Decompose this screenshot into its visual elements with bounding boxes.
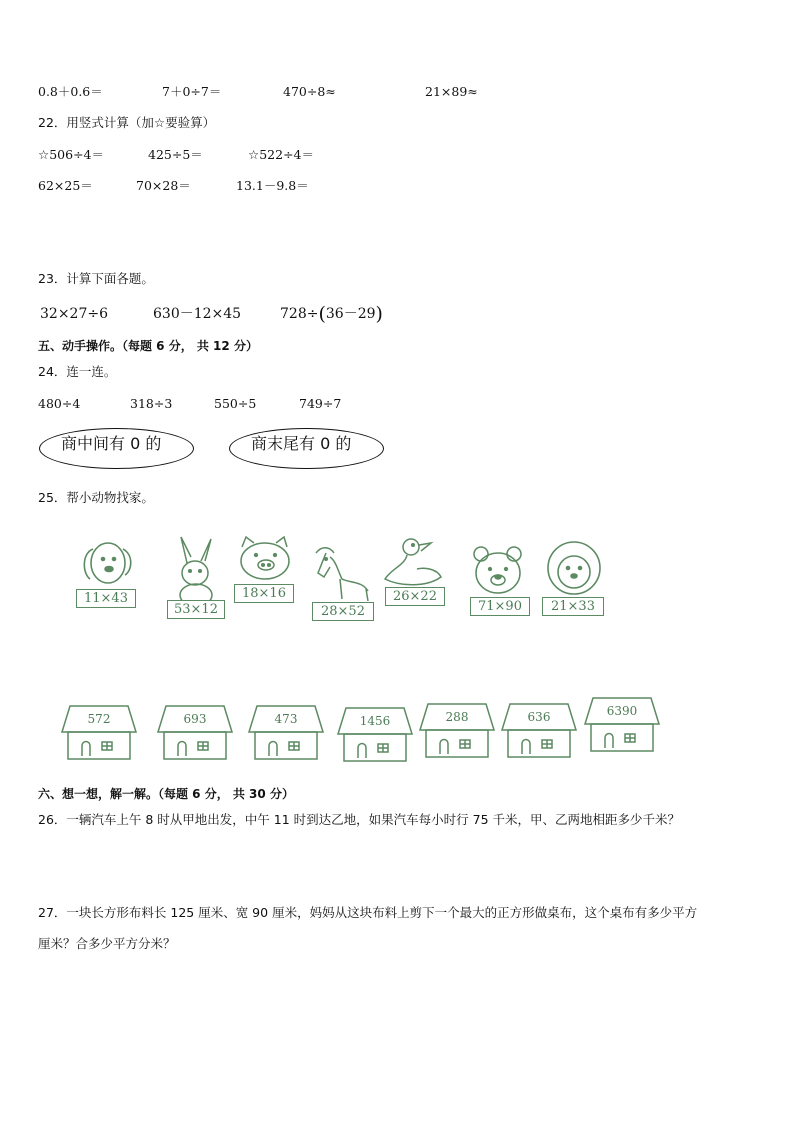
animal-pig <box>232 535 298 607</box>
calc-item: 70×28＝ <box>136 178 191 193</box>
rabbit-icon <box>165 535 227 607</box>
animal-expr: 53×12 <box>167 600 225 619</box>
house-number: 572 <box>87 712 111 726</box>
house-number: 6390 <box>606 704 638 718</box>
animal-dog <box>72 535 142 615</box>
question-25-title: 25．帮小动物找家。 <box>38 490 154 505</box>
calc-item: 0.8＋0.6＝ <box>38 84 103 99</box>
question-22-title: 22．用竖式计算（加☆要验算） <box>38 115 216 130</box>
house <box>247 704 325 760</box>
calc-item: 470÷8≈ <box>283 84 336 99</box>
section-6-heading: 六、想一想，解一解。（每题 6 分， 共 30 分） <box>38 787 294 801</box>
house <box>500 702 578 758</box>
division-expr: 749÷7 <box>299 396 342 411</box>
oval-label: 商末尾有 0 的 <box>251 434 352 453</box>
house <box>583 696 661 752</box>
oval-label: 商中间有 0 的 <box>61 434 162 453</box>
bear-icon <box>466 545 532 597</box>
question-24-title: 24．连一连。 <box>38 364 117 379</box>
house-number: 693 <box>183 712 207 726</box>
expression: 630－12×45 <box>153 306 242 322</box>
question-26: 26．一辆汽车上午 8 时从甲地出发，中午 11 时到达乙地，如果汽车每小时行 75 千米，甲、乙两地相距多少千米？ <box>38 812 681 827</box>
calc-item: 425÷5＝ <box>148 147 203 162</box>
animal-rabbit <box>165 535 227 620</box>
division-expr: 480÷4 <box>38 396 81 411</box>
house-number: 636 <box>527 710 551 724</box>
house <box>60 704 138 760</box>
animal-duck <box>381 535 449 611</box>
animal-expr: 11×43 <box>76 589 136 608</box>
goat-icon <box>308 543 376 605</box>
animal-expr: 71×90 <box>470 597 530 616</box>
question-27-line2: 厘米？合多少平方分米？ <box>38 936 176 951</box>
animal-goat <box>308 543 376 627</box>
house <box>336 706 414 762</box>
expression-text: 728÷ <box>280 306 319 322</box>
calc-item: 13.1－9.8＝ <box>236 178 309 193</box>
house <box>418 702 496 758</box>
animal-expr: 26×22 <box>385 587 445 606</box>
question-23-title: 23．计算下面各题。 <box>38 271 154 286</box>
expression-paren-content: 36－29 <box>325 306 376 322</box>
calc-item: 62×25＝ <box>38 178 93 193</box>
expression: 728÷(36－29) <box>280 303 383 325</box>
animal-bear <box>466 545 532 623</box>
animal-expr: 28×52 <box>312 602 374 621</box>
animal-monkey <box>538 540 610 618</box>
calc-item: 21×89≈ <box>425 84 478 99</box>
animal-expr: 18×16 <box>234 584 294 603</box>
calc-item: 7＋0÷7＝ <box>162 84 222 99</box>
calc-item: ☆522÷4＝ <box>248 147 314 162</box>
expression: 32×27÷6 <box>40 306 108 322</box>
animal-expr: 21×33 <box>542 597 604 616</box>
monkey-icon <box>538 540 610 600</box>
question-27-line1: 27．一块长方形布料长 125 厘米、宽 90 厘米，妈妈从这块布料上剪下一个最大的正方形做桌布，这个桌布有多少平方 <box>38 905 698 920</box>
house-number: 288 <box>445 710 469 724</box>
pig-icon <box>232 535 298 587</box>
calc-item: ☆506÷4＝ <box>38 147 104 162</box>
house-number: 1456 <box>359 714 391 728</box>
house-number: 473 <box>274 712 298 726</box>
duck-icon <box>381 535 449 591</box>
section-5-heading: 五、动手操作。（每题 6 分， 共 12 分） <box>38 339 258 353</box>
house <box>156 704 234 760</box>
division-expr: 318÷3 <box>130 396 173 411</box>
dog-icon <box>72 535 142 595</box>
division-expr: 550÷5 <box>214 396 257 411</box>
